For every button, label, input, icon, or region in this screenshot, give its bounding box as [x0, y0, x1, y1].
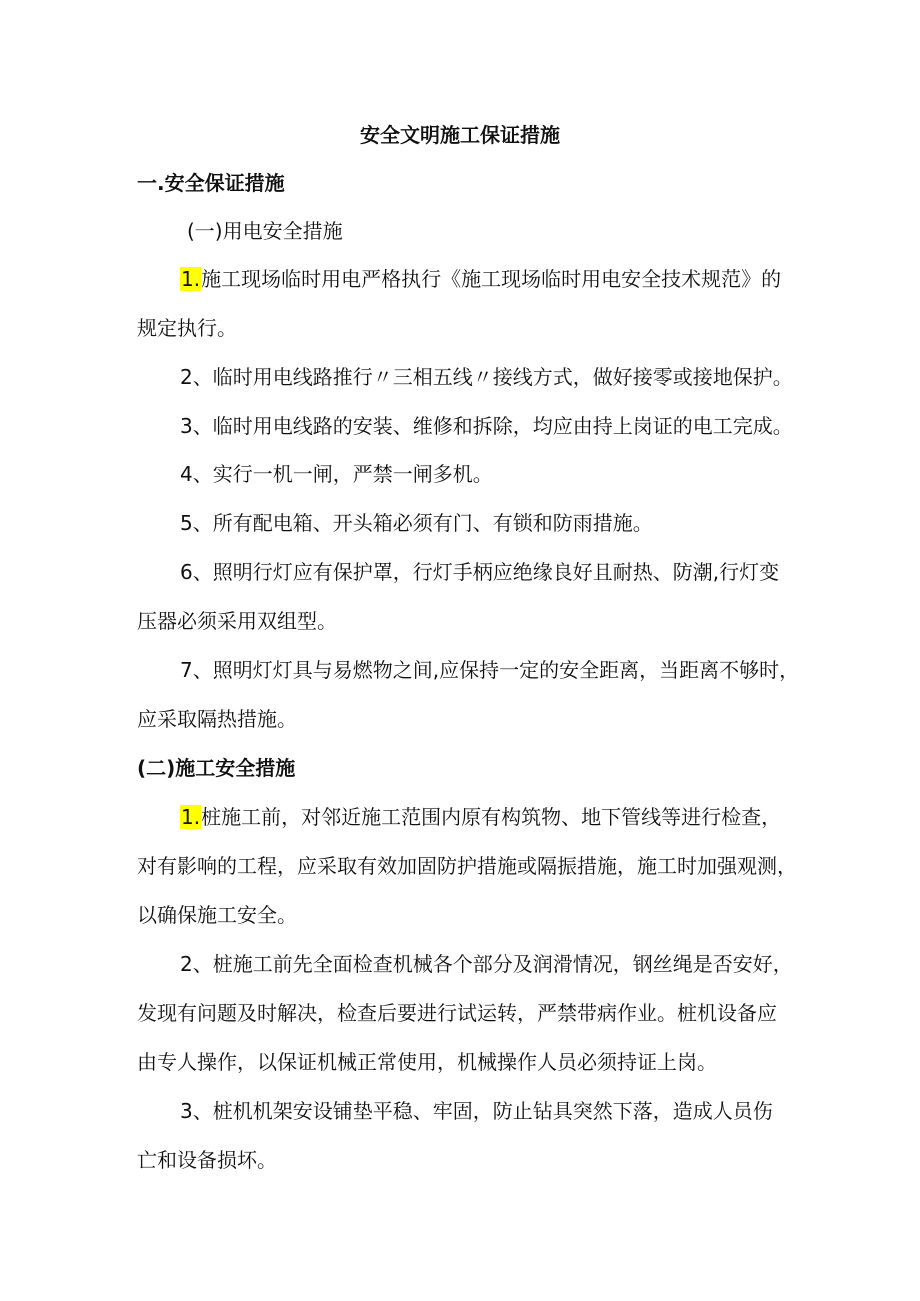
subsection-heading-electrical: (一)用电安全措施 — [187, 219, 343, 243]
paragraph-text: 施工现场临时用电严格执行《施工现场临时用电安全技术规范》的 — [201, 267, 782, 291]
paragraph-text: 桩施工前，对邻近施工范围内原有构筑物、地下管线等进行检查， — [201, 805, 782, 829]
paragraph-continuation: 以确保施工安全。 — [137, 903, 297, 927]
highlighted-number: 1. — [181, 267, 201, 291]
paragraph-electrical-3: 3、临时用电线路的安装、维修和拆除，均应由持上岗证的电工完成。 — [180, 414, 793, 438]
paragraph-continuation: 亡和设备损坏。 — [137, 1148, 277, 1172]
paragraph-electrical-4: 4、实行一机一闸，严禁一闸多机。 — [180, 462, 493, 486]
paragraph-continuation: 由专人操作，以保证机械正常使用，机械操作人员必须持证上岗。 — [137, 1050, 717, 1074]
paragraph-continuation: 对有影响的工程，应采取有效加固防护措施或隔振措施，施工时加强观测， — [137, 854, 797, 878]
highlighted-number: 1. — [181, 805, 201, 829]
paragraph-construction-1 — [180, 802, 802, 832]
paragraph-continuation: 压器必须采用双组型。 — [137, 609, 337, 633]
paragraph-electrical-1 — [180, 264, 802, 294]
paragraph-continuation: 发现有问题及时解决，检查后要进行试运转，严禁带病作业。桩机设备应 — [137, 1001, 777, 1025]
paragraph-continuation: 规定执行。 — [137, 316, 237, 340]
paragraph-construction-2: 2、桩施工前先全面检查机械各个部分及润滑情况，钢丝绳是否安好， — [180, 952, 793, 976]
section-heading-safety: 一.安全保证措施 — [137, 171, 285, 195]
subsection-heading-construction: (二)施工安全措施 — [137, 756, 296, 780]
paragraph-electrical-6: 6、照明行灯应有保护罩，行灯手柄应绝缘良好且耐热、防潮,行灯变 — [180, 560, 780, 584]
paragraph-electrical-5: 5、所有配电箱、开头箱必须有门、有锁和防雨措施。 — [180, 511, 653, 535]
paragraph-electrical-7: 7、照明灯灯具与易燃物之间,应保持一定的安全距离，当距离不够时， — [180, 658, 800, 682]
paragraph-electrical-2: 2、临时用电线路推行〃三相五线〃接线方式，做好接零或接地保护。 — [180, 365, 793, 389]
document-title: 安全文明施工保证措施 — [360, 123, 560, 147]
paragraph-construction-3: 3、桩机机架安设铺垫平稳、牢固，防止钻具突然下落，造成人员伤 — [180, 1099, 773, 1123]
paragraph-continuation: 应采取隔热措施。 — [137, 707, 297, 731]
